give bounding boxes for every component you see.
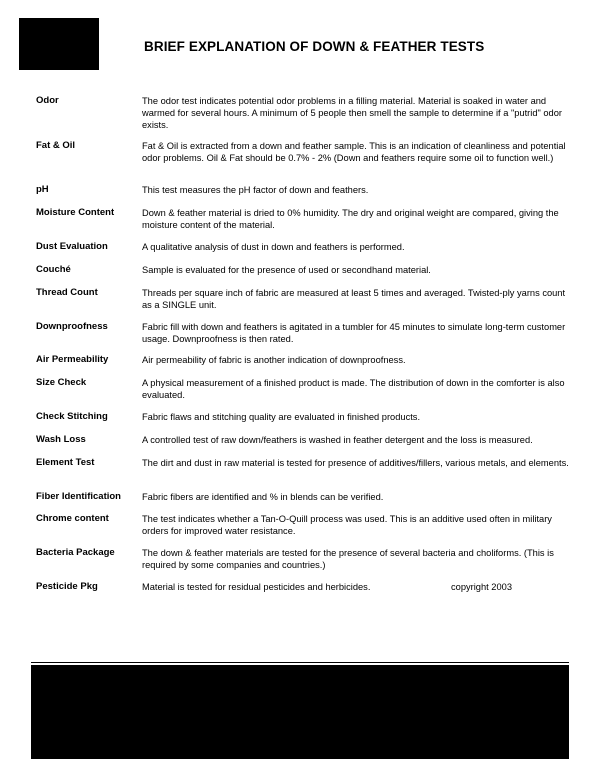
copyright-note: copyright 2003 bbox=[451, 582, 512, 592]
test-description: Fat & Oil is extracted from a down and feather sample. This is an indication of cleanliness and potential odor problems. Oil & Fat should be 0.7% - 2% (Down and feathers require some oil to function well.) bbox=[142, 141, 566, 163]
test-term: Dust Evaluation bbox=[36, 241, 108, 252]
footer-block bbox=[31, 665, 569, 759]
test-term: Thread Count bbox=[36, 287, 98, 298]
test-term: Element Test bbox=[36, 457, 95, 468]
test-description: Fabric fill with down and feathers is agitated in a tumbler for 45 minutes to simulate long-term customer usage. Downproofness is then rated. bbox=[142, 322, 566, 344]
test-description: The odor test indicates potential odor problems in a filling material. Material is soaked in water and warmed for several hours. A minimum of 5 people then smell the sample to determine if a "putrid" odor exists. bbox=[142, 96, 562, 130]
test-term: Downproofness bbox=[36, 321, 108, 332]
test-description: Fabric flaws and stitching quality are evaluated in finished products. bbox=[142, 412, 421, 422]
test-description: Fabric fibers are identified and % in blends can be verified. bbox=[142, 492, 384, 502]
test-term: Fiber Identification bbox=[36, 491, 121, 502]
test-term: Check Stitching bbox=[36, 411, 108, 422]
test-description: Down & feather material is dried to 0% humidity. The dry and original weight are compared, giving the moisture content of the material. bbox=[142, 208, 559, 230]
test-term: Couché bbox=[36, 264, 71, 275]
footer-divider bbox=[31, 662, 569, 663]
test-term: pH bbox=[36, 184, 49, 195]
test-term: Moisture Content bbox=[36, 207, 115, 218]
test-term: Size Check bbox=[36, 377, 87, 388]
test-term: Bacteria Package bbox=[36, 547, 115, 558]
test-description: The dirt and dust in raw material is tested for presence of additives/fillers, various metals, and elements. bbox=[142, 458, 569, 468]
test-description: A qualitative analysis of dust in down and feathers is performed. bbox=[142, 242, 405, 252]
test-description: A controlled test of raw down/feathers is washed in feather detergent and the loss is measured. bbox=[142, 435, 533, 445]
test-term: Pesticide Pkg bbox=[36, 581, 98, 592]
test-description: Threads per square inch of fabric are measured at least 5 times and averaged. Twisted-ply yarns count as a SINGLE unit. bbox=[142, 288, 566, 310]
test-description: This test measures the pH factor of down and feathers. bbox=[142, 185, 369, 195]
logo-block bbox=[19, 18, 99, 70]
page-title: BRIEF EXPLANATION OF DOWN & FEATHER TESTS bbox=[144, 39, 485, 54]
test-term: Wash Loss bbox=[36, 434, 86, 445]
test-description: Air permeability of fabric is another indication of downproofness. bbox=[142, 355, 406, 365]
test-description: Material is tested for residual pesticides and herbicides. bbox=[142, 582, 371, 592]
test-term: Chrome content bbox=[36, 513, 109, 524]
test-description: A physical measurement of a finished product is made. The distribution of down in the comforter is also evaluated. bbox=[142, 378, 565, 400]
test-term: Air Permeability bbox=[36, 354, 109, 365]
test-description: The down & feather materials are tested for the presence of several bacteria and choliforms. (This is required by some companies and countries.) bbox=[142, 548, 554, 570]
test-term: Odor bbox=[36, 95, 59, 106]
test-term: Fat & Oil bbox=[36, 140, 76, 151]
test-description: Sample is evaluated for the presence of used or secondhand material. bbox=[142, 265, 431, 275]
test-description: The test indicates whether a Tan-O-Quill process was used. This is an additive used often in military orders for improved water resistance. bbox=[142, 514, 552, 536]
